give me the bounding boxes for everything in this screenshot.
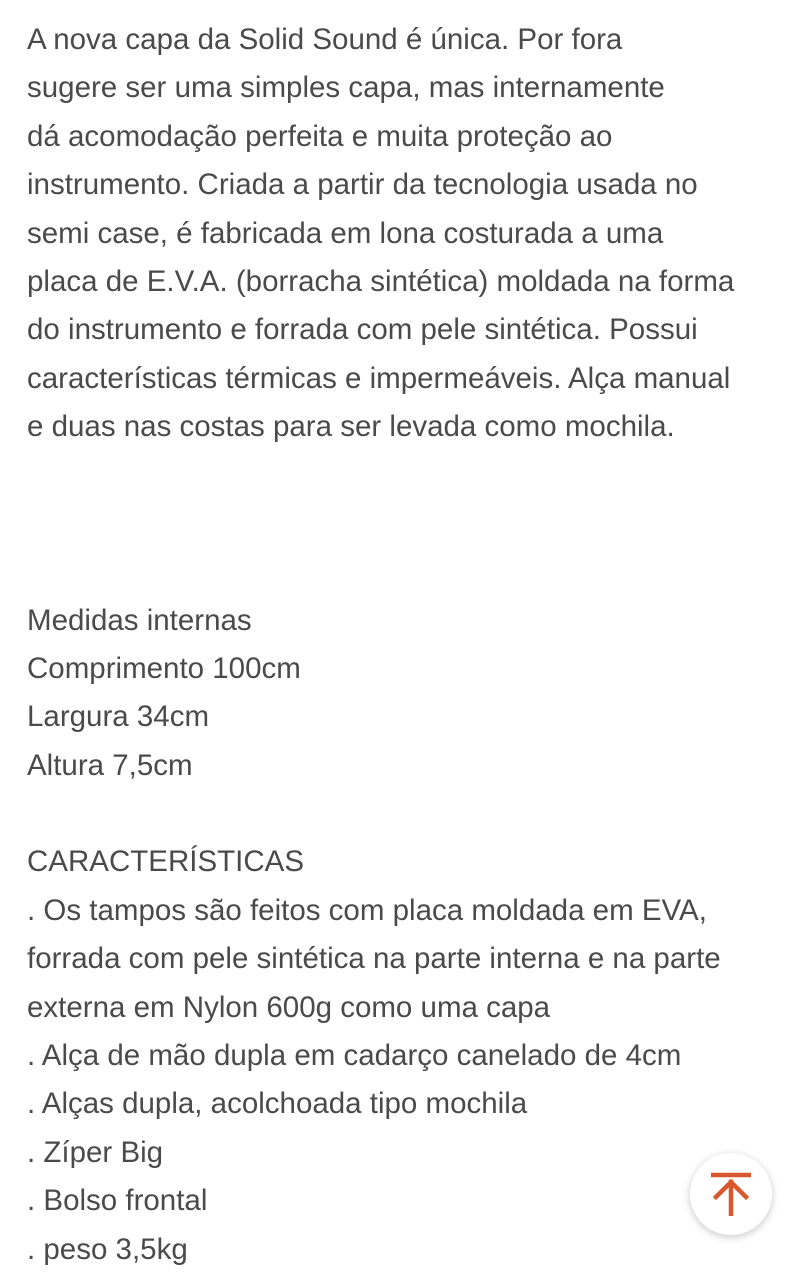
features-heading: CARACTERÍSTICAS [27, 845, 305, 879]
description-line: instrumento. Criada a partir da tecnologia usada no [27, 168, 698, 202]
description-line: A nova capa da Solid Sound é única. Por fora [27, 23, 623, 56]
measures-heading: Medidas internas [27, 603, 252, 637]
scroll-to-top-button[interactable] [690, 1153, 772, 1235]
feature-line: externa em Nylon 600g como uma capa [27, 990, 551, 1024]
feature-line: . Bolso frontal [27, 1184, 208, 1218]
feature-line: . Alça de mão dupla em cadarço canelado de 4cm [27, 1039, 682, 1073]
spacer [27, 790, 772, 838]
measure-width: Largura 34cm [27, 700, 210, 734]
measure-height: Altura 7,5cm [27, 748, 193, 782]
feature-line: . Alças dupla, acolchoada tipo mochila [27, 1087, 528, 1121]
description-line: e duas nas costas para ser levada como mochila. [27, 410, 675, 444]
measure-length: Comprimento 100cm [27, 651, 301, 685]
product-description [27, 16, 772, 1274]
feature-line: . Zíper Big [27, 1135, 164, 1169]
spacer [27, 452, 772, 597]
feature-line: forrada com pele sintética na parte interna e na parte [27, 942, 721, 976]
description-line: características térmicas e impermeáveis. Alça manual [27, 361, 731, 395]
feature-line: . Os tampos são feitos com placa moldada em EVA, [27, 893, 707, 927]
description-line: semi case, é fabricada em lona costurada a uma [27, 216, 664, 250]
feature-line: . peso 3,5kg [27, 1232, 188, 1266]
description-line: sugere ser uma simples capa, mas internamente [27, 71, 665, 105]
description-line: do instrumento e forrada com pele sintética. Possui [27, 313, 698, 347]
description-line: placa de E.V.A. (borracha sintética) moldada na forma [27, 264, 735, 298]
arrow-up-to-top-icon [711, 1172, 751, 1216]
description-line: dá acomodação perfeita e muita proteção ao [27, 119, 613, 153]
